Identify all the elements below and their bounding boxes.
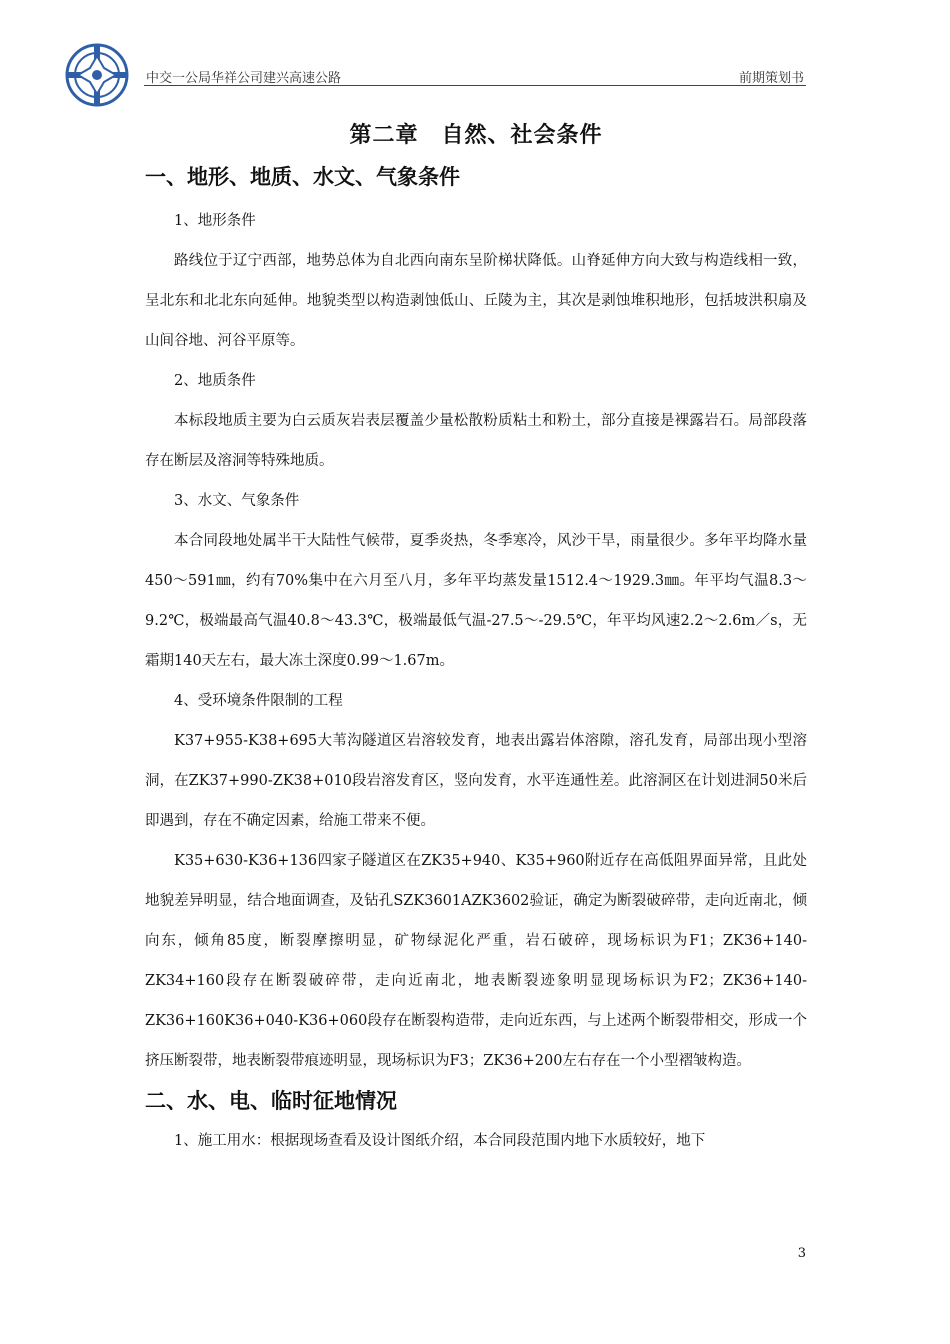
header-divider <box>144 85 806 86</box>
subsection-heading: 4、受环境条件限制的工程 <box>174 693 343 709</box>
page-number: 3 <box>797 1246 806 1261</box>
subsection-heading: 2、地质条件 <box>174 373 256 389</box>
header-right-title: 前期策划书 <box>738 71 804 86</box>
section-title: 二、水、电、临时征地情况 <box>145 1088 397 1113</box>
section-title: 一、地形、地质、水文、气象条件 <box>145 164 460 189</box>
paragraph: 本标段地质主要为白云质灰岩表层覆盖少量松散粉质粘土和粉土，部分直接是裸露岩石。局部段落存在断层及溶洞等特殊地质。 <box>145 413 807 469</box>
subsection-heading: 3、水文、气象条件 <box>174 493 300 509</box>
paragraph: 本合同段地处属半干大陆性气候带，夏季炎热，冬季寒冷，风沙干旱，雨量很少。多年平均降水量450～591㎜，约有70%集中在六月至八月，多年平均蒸发量1512.4～1929.3㎜。年平均气温8.3～9.2℃，极端最高气温40.8～43.3℃，极端最低气温-27.5～-29.5℃，年平均风速2.2～2.6m／s，无霜期140天左右，最大冻土深度0.99～1.67m。 <box>145 533 807 669</box>
chapter-title: 第二章 自然、社会条件 <box>349 122 603 148</box>
subsection-heading: 1、地形条件 <box>174 213 256 229</box>
paragraph: 1、施工用水：根据现场查看及设计图纸介绍，本合同段范围内地下水质较好，地下 <box>174 1133 706 1149</box>
header-left-title: 中交一公局华祥公司建兴高速公路 <box>146 71 342 86</box>
paragraph: K37+955-K38+695大苇沟隧道区岩溶较发育，地表出露岩体溶隙，溶孔发育，局部出现小型溶洞，在ZK37+990-ZK38+010段岩溶发育区，竖向发育，水平连通性差。此溶洞区在计划进洞50米后即遇到，存在不确定因素，给施工带来不便。 <box>145 733 807 829</box>
paragraph: 路线位于辽宁西部，地势总体为自北西向南东呈阶梯状降低。山脊延伸方向大致与构造线相一致，呈北东和北北东向延伸。地貌类型以构造剥蚀低山、丘陵为主，其次是剥蚀堆积地形，包括坡洪积扇及山间谷地、河谷平原等。 <box>145 253 807 349</box>
company-logo-icon <box>64 42 130 108</box>
paragraph: K35+630-K36+136四家子隧道区在ZK35+940、K35+960附近存在高低阻界面异常，且此处地貌差异明显，结合地面调查，及钻孔SZK3601AZK3602验证，确定为断裂破碎带，走向近南北，倾向东，倾角85度，断裂摩擦明显，矿物绿泥化严重，岩石破碎，现场标识为F1；ZK36+140-ZK34+160段存在断裂破碎带，走向近南北，地表断裂迹象明显现场标识为F2；ZK36+140-ZK36+160K36+040-K36+060段存在断裂构造带，走向近东西，与上述两个断裂带相交，形成一个挤压断裂带，地表断裂带痕迹明显，现场标识为F3；ZK36+200左右存在一个小型褶皱构造。 <box>145 853 807 1069</box>
document-body <box>145 110 807 1161</box>
